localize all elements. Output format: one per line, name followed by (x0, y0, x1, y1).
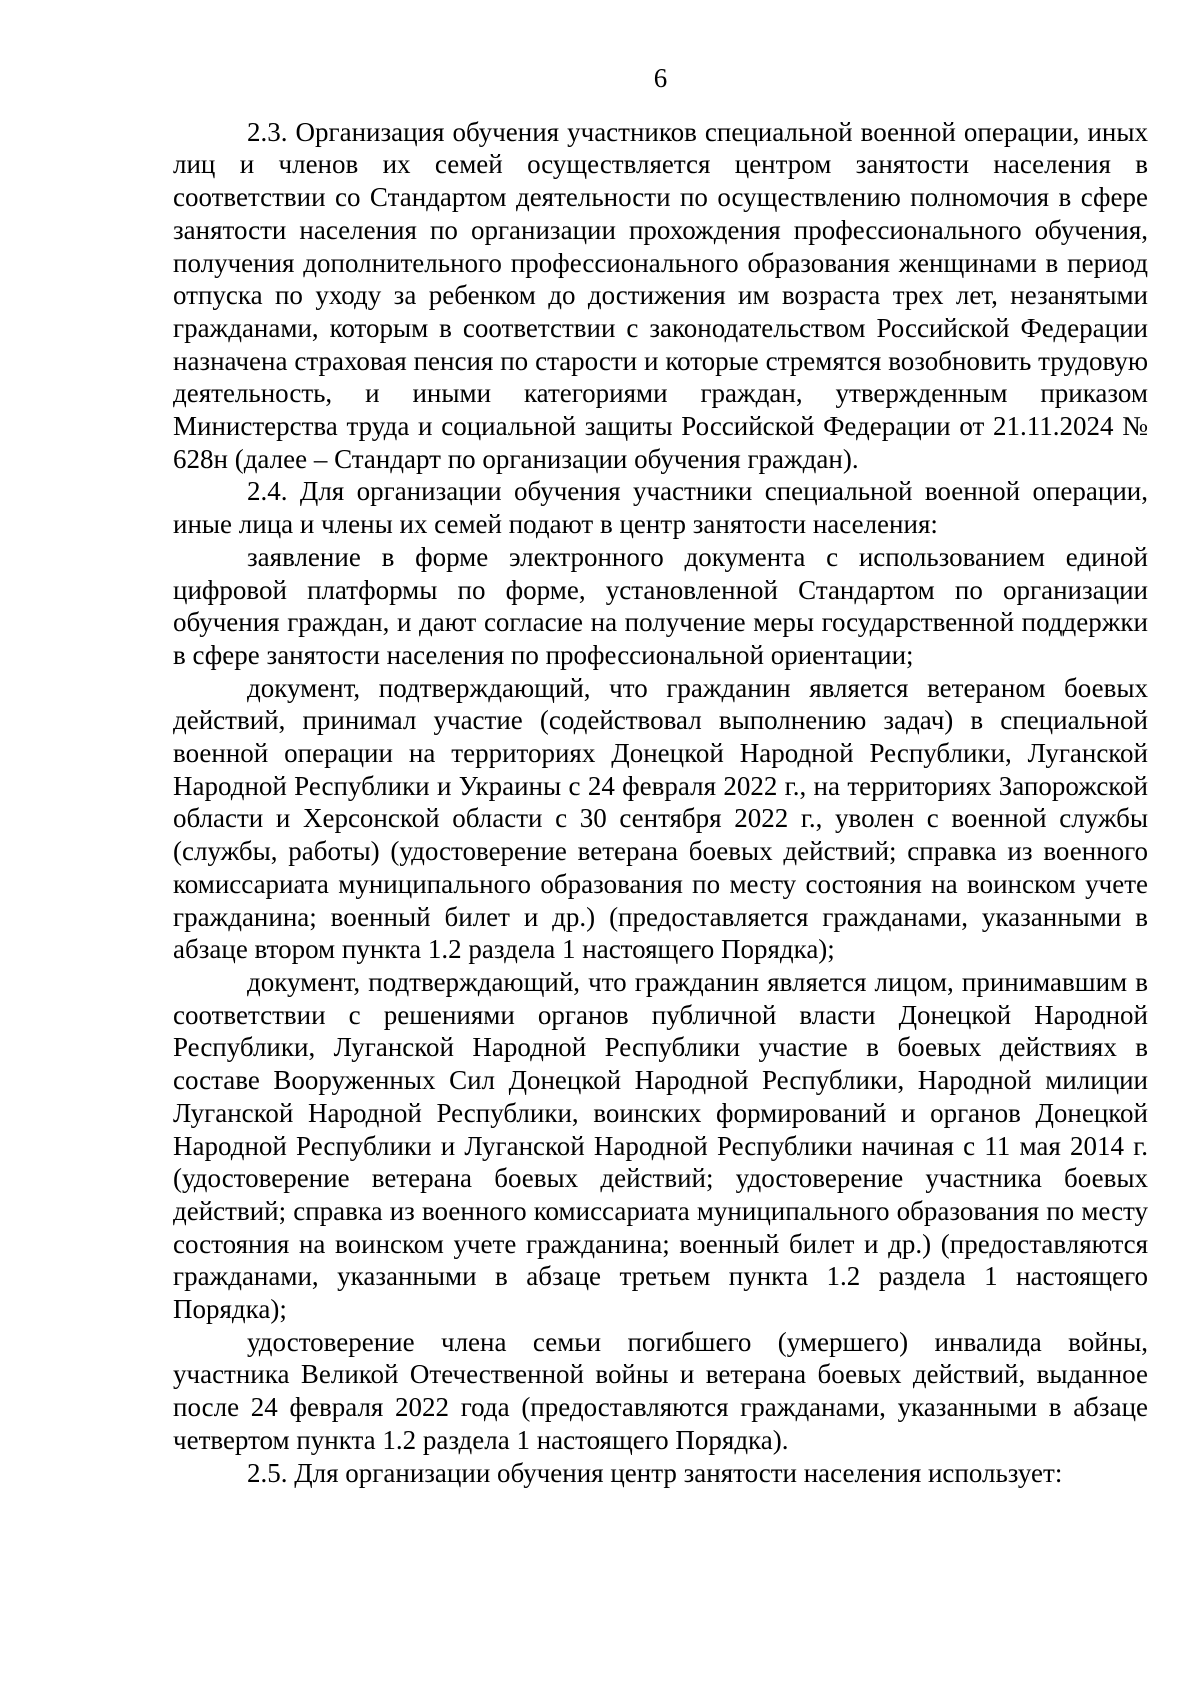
paragraph-family-certificate: удостоверение члена семьи погибшего (умершего) инвалида войны, участника Великой Отечественной войны и ветерана боевых действий, выданное после 24 февраля 2022 года (предоставляются гражданами, указанными в абзаце четвертом пункта 1.2 раздела 1 настоящего Порядка). (173, 1326, 1148, 1455)
paragraph-application: заявление в форме электронного документа с использованием единой цифровой платформы по форме, установленной Стандартом по организации обучения граждан, и дают согласие на получение меры государственной поддержки в сфере занятости населения по профессиональной ориентации; (173, 541, 1148, 670)
paragraph-dnr-lnr-document: документ, подтверждающий, что гражданин является лицом, принимавшим в соответствии с решениями органов публичной власти Донецкой Народной Республики, Луганской Народной Республики участие в боевых действиях в составе Вооруженных Сил Донецкой Народной Республики, Народной милиции Луганской Народной Республики, воинских формирований и органов Донецкой Народной Республики и Луганской Народной Республики начиная с 11 мая 2014 г. (удостоверение ветерана боевых действий; удостоверение участника боевых действий; справка из военного комиссариата муниципального образования по месту состояния на воинском учете гражданина; военный билет и др.) (предоставляются гражданами, указанными в абзаце третьем пункта 1.2 раздела 1 настоящего Порядка); (173, 966, 1148, 1325)
paragraph-svo-document: документ, подтверждающий, что гражданин является ветераном боевых действий, принимал участие (содействовал выполнению задач) в специальной военной операции на территориях Донецкой Народной Республики, Луганской Народной Республики и Украины с 24 февраля 2022 г., на территориях Запорожской области и Херсонской области с 30 сентября 2022 г., уволен с военной службы (службы, работы) (удостоверение ветерана боевых действий; справка из военного комиссариата муниципального образования по месту состояния на воинском учете гражданина; военный билет и др.) (предоставляется гражданами, указанными в абзаце втором пункта 1.2 раздела 1 настоящего Порядка); (173, 672, 1148, 965)
paragraph-2-3: 2.3. Организация обучения участников специальной военной операции, иных лиц и членов их семей осуществляется центром занятости населения в соответствии со Стандартом деятельности по осуществлению полномочия в сфере занятости населения по организации прохождения профессионального обучения, получения дополнительного профессионального образования женщинами в период отпуска по уходу за ребенком до достижения им возраста трех лет, незанятыми гражданами, которым в соответствии с законодательством Российской Федерации назначена страховая пенсия по старости и которые стремятся возобновить трудовую деятельность, и иными категориями граждан, утвержденным приказом Министерства труда и социальной защиты Российской Федерации от 21.11.2024 № 628н (далее – Стандарт по организации обучения граждан). (173, 116, 1148, 474)
paragraph-2-5: 2.5. Для организации обучения центр занятости населения использует: (247, 1457, 1063, 1488)
paragraph-2-4: 2.4. Для организации обучения участники специальной военной операции, иные лица и члены их семей подают в центр занятости населения: (173, 476, 1148, 540)
page-number: 6 (653, 63, 668, 93)
document-page (173, 62, 1148, 1489)
